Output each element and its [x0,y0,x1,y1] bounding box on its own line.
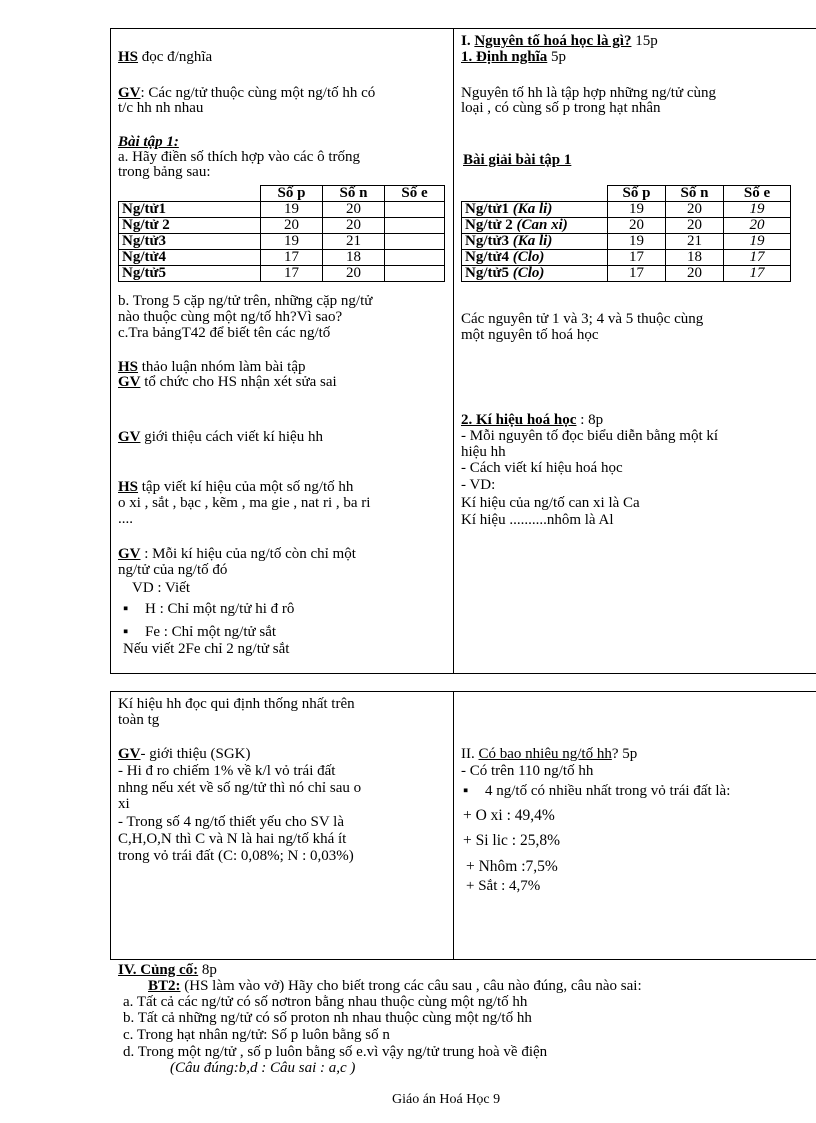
hydrogen-line-2: nhng nếu xét về số ng/tử thì nó chỉ sau o [118,780,362,796]
table-row: Ng/tử4 (Clo) 17 18 17 [462,250,791,266]
element-iron: + Sắt : 4,7% [466,878,541,894]
symbol-line-2: hiệu hh [461,444,506,460]
exercise-1-title: Bài tập 1: [118,134,179,150]
exercise-b-line-1: b. Trong 5 cặp ng/tử trên, những cặp ng/tử [118,293,373,309]
bullet-fe: ▪ Fe : Chỉ một ng/tử sắt [123,624,277,640]
solution-title: Bài giải bài tập 1 [463,152,572,168]
table-row: Ng/tử 2 (Can xi) 20 20 20 [462,218,791,234]
symbol-convention-2: toàn tg [118,712,160,728]
table-row: Ng/tử1 19 20 [119,202,445,218]
exercise-b-line-2: nào thuộc cùng một ng/tố hh?Vì sao? [118,309,343,325]
statement-c: c. Trong hạt nhân ng/tử: Số p luôn bằng số n [123,1027,390,1043]
hs-label: HS [118,49,139,65]
consolidation-heading: IV. Củng cố: 8p [118,962,217,978]
hs-discuss-line: HS thảo luận nhóm làm bài tập [118,359,306,375]
gv-symbol-intro: GV giới thiệu cách viết kí hiệu hh [118,429,323,445]
element-silicon: + Si lic : 25,8% [463,832,561,849]
essential-line-2: C,H,O,N thì C và N là hai ng/tố khá ít [118,831,347,847]
exercise-a-line-1: a. Hãy điền số thích hợp vào các ô trống [118,149,361,165]
statement-b: b. Tất cả những ng/tử có số proton nh nhau thuộc cùng một ng/tố hh [123,1010,532,1026]
definition-heading: 1. Định nghĩa 5p [461,49,567,65]
conclusion-line-2: một nguyên tố hoá học [461,327,599,343]
definition-line-1: Nguyên tố hh là tập hợp những ng/tử cùng [461,85,716,101]
symbol-line-5: Kí hiệu của ng/tố can xi là Ca [461,495,640,511]
statement-a: a. Tất cả các ng/tử có số nơtron bằng nhau thuộc cùng một ng/tố hh [123,994,528,1010]
table-header-row: Số p Số n Số e [462,186,791,202]
gv-intro-line: GV- giới thiệu (SGK) [118,746,251,762]
heading-element: I. Nguyên tố hoá học là gì? 15p [461,33,658,49]
gv-organize-line: GV tổ chức cho HS nhận xét sửa sai [118,374,337,390]
table-row: Ng/tử3 19 21 [119,234,445,250]
hs-symbol-ellipsis: .... [118,511,133,527]
bullet-icon: ▪ [463,783,469,799]
table-row: Ng/tử 2 20 20 [119,218,445,234]
column-divider-1 [453,28,454,674]
conclusion-line-1: Các nguyên tử 1 và 3; 4 và 5 thuộc cùng [461,311,704,327]
gv-label: GV [118,85,141,101]
symbol-convention-1: Kí hiệu hh đọc qui định thống nhất trên [118,696,355,712]
hs-write-symbols: HS tập viết kí hiệu của một số ng/tố hh [118,479,354,495]
column-divider-2 [453,691,454,960]
bullet-icon: ▪ [123,624,129,640]
gv-atom-note-2: ng/tử của ng/tố đó [118,562,228,578]
table-header-row: Số p Số n Số e [119,186,445,202]
bullet-h: ▪ H : Chỉ một ng/tử hi đ rô [123,601,295,617]
exercise-a-line-2: trong bảng sau: [118,164,211,180]
count-line-1: - Có trên 110 ng/tố hh [461,763,594,779]
example-label: VD : Viết [132,580,190,596]
symbol-line-3: - Cách viết kí hiệu hoá học [461,460,623,476]
answer-line: (Câu đúng:b,d : Câu sai : a,c ) [170,1060,356,1076]
gv-definition-line-2: t/c hh nh nhau [118,100,204,116]
definition-line-2: loại , có cùng số p trong hạt nhân [461,100,661,116]
table-row: Ng/tử4 17 18 [119,250,445,266]
essential-line-1: - Trong số 4 ng/tố thiết yếu cho SV là [118,814,344,830]
bullet-icon: ▪ [123,601,129,617]
fe-note: Nếu viết 2Fe chỉ 2 ng/tử sắt [123,641,290,657]
statement-d: d. Trong một ng/tử , số p luôn bằng số e.vì vậy ng/tử trung hoà về điện [123,1044,548,1060]
page-footer: Giáo án Hoá Học 9 [392,1092,501,1107]
hs-read-line: HS đọc đ/nghĩa [118,49,213,65]
hydrogen-line-1: - Hi đ ro chiếm 1% về k/l vỏ trái đất [118,763,336,779]
table-row: Ng/tử1 (Ka li) 19 20 19 [462,202,791,218]
symbol-line-6: Kí hiệu ..........nhôm là Al [461,512,614,528]
element-oxygen: + O xi : 49,4% [463,807,555,824]
hs-symbol-elements: o xi , sắt , bạc , kẽm , ma gie , nat ri , ba ri [118,495,371,511]
count-line-2: ▪ 4 ng/tố có nhiều nhất trong vỏ trái đất là: [463,783,731,799]
solution-table [461,185,791,282]
gv-atom-note: GV : Mỗi kí hiệu của ng/tố còn chỉ một [118,546,356,562]
exercise-c-line: c.Tra bảngT42 để biết tên các ng/tố [118,325,331,341]
gv-definition-line: GV: Các ng/tử thuộc cùng một ng/tố hh có [118,85,376,101]
symbol-heading: 2. Kí hiệu hoá học : 8p [461,412,604,428]
symbol-line-1: - Mỗi nguyên tố đọc biểu diễn bằng một kí [461,428,719,444]
table-row: Ng/tử5 17 20 [119,266,445,282]
exercise-table [118,185,445,282]
table-row: Ng/tử5 (Clo) 17 20 17 [462,266,791,282]
essential-line-3: trong vỏ trái đất (C: 0,08%; N : 0,03%) [118,848,354,864]
element-aluminum: + Nhôm :7,5% [466,858,558,875]
hydrogen-line-3: xi [118,796,130,812]
symbol-line-4: - VD: [461,477,496,493]
count-heading: II. Có bao nhiêu ng/tố hh? 5p [461,746,638,762]
exercise-2-line: BT2: (HS làm vào vở) Hãy cho biết trong các câu sau , câu nào đúng, câu nào sai: [148,978,642,994]
table-row: Ng/tử3 (Ka li) 19 21 19 [462,234,791,250]
